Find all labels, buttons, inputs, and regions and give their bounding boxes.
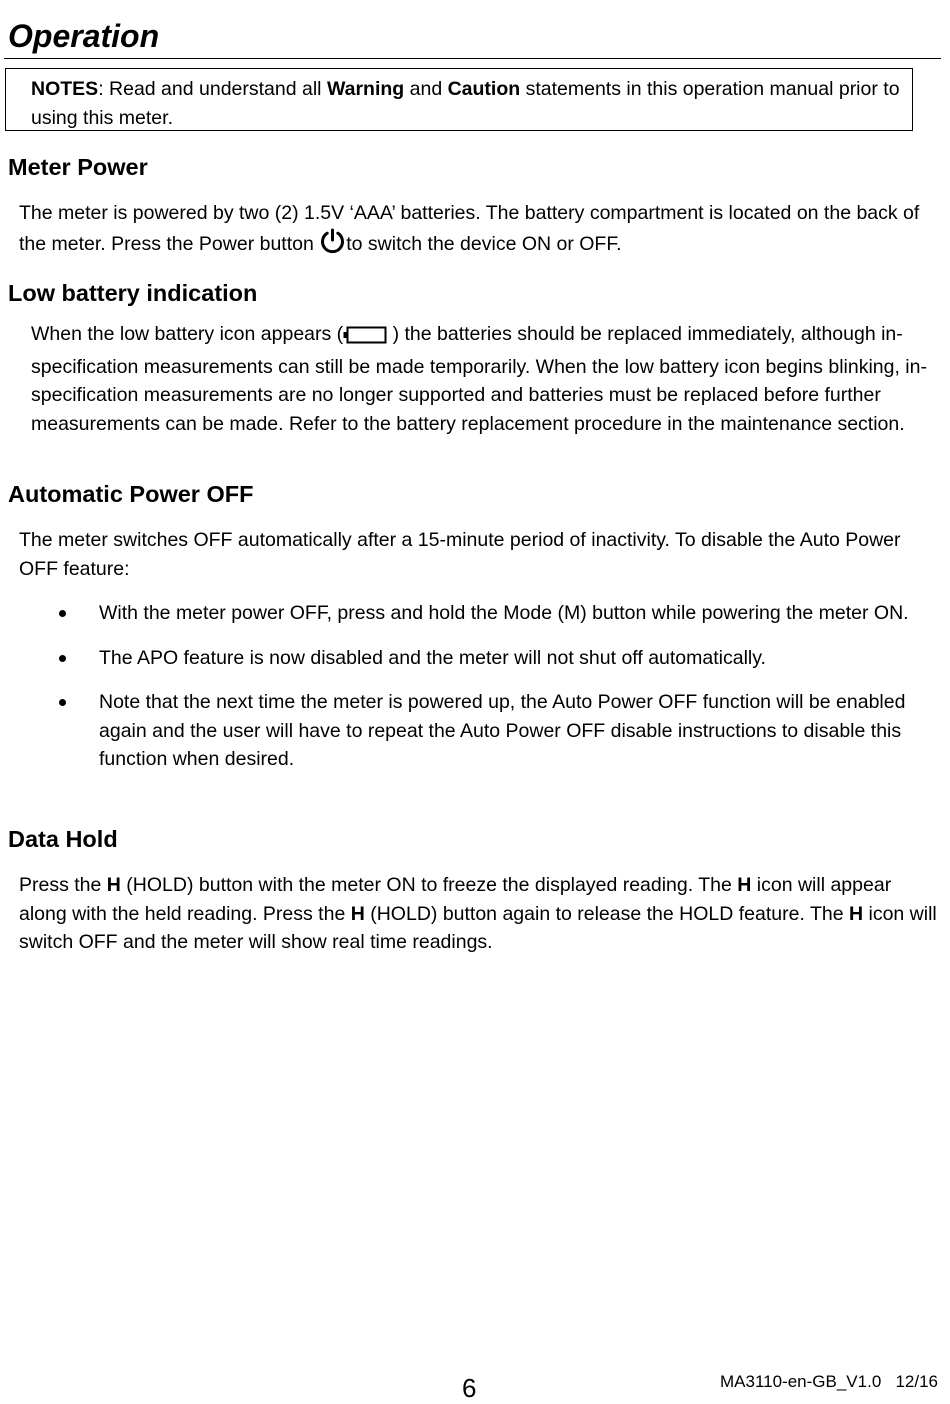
notes-caution: Caution xyxy=(447,78,521,100)
low-battery-heading: Low battery indication xyxy=(8,280,258,306)
auto-power-off-heading: Automatic Power OFF xyxy=(8,481,254,507)
battery-icon xyxy=(343,324,387,353)
list-item: Note that the next time the meter is powered up, the Auto Power OFF function will be enabled again and the user will have to repeat the Auto Power OFF disable instructions to disable this function when desired. xyxy=(0,688,929,774)
list-item: The APO feature is now disabled and the meter will not shut off automatically. xyxy=(0,644,929,673)
page-title: Operation xyxy=(8,18,160,54)
auto-power-off-intro: The meter switches OFF automatically after a 15-minute period of inactivity. To disable the Auto Power OFF feature: xyxy=(19,529,901,580)
data-hold-heading: Data Hold xyxy=(8,826,118,852)
low-battery-text-2: ) the batteries should be replaced immediately, although in-specification measurements can still be made temporarily. When the low battery icon begins blinking, in-specification measurements are no longer supported and batteries must be replaced before further measurements can be made. Refer to the battery replacement procedure in the maintenance section. xyxy=(31,323,927,435)
meter-power-paragraph xyxy=(19,199,939,262)
hold-key-label: H xyxy=(106,874,121,896)
meter-power-heading: Meter Power xyxy=(8,154,148,180)
low-battery-text-1: When the low battery icon appears ( xyxy=(31,323,344,345)
hold-key-label: H xyxy=(350,902,365,925)
power-icon xyxy=(319,228,346,263)
meter-power-text-2: to switch the device ON or OFF. xyxy=(346,232,622,255)
hold-key-label: H xyxy=(848,902,864,925)
document-id: MA3110-en-GB_V1.0 12/16 xyxy=(720,1372,938,1391)
list-item: With the meter power OFF, press and hold the Mode (M) button while powering the meter ON. xyxy=(0,599,929,628)
notes-label: NOTES xyxy=(31,78,99,100)
notes-text-2: and xyxy=(404,78,448,100)
page-number: 6 xyxy=(462,1373,477,1403)
notes-text-1: : Read and understand all xyxy=(98,78,327,100)
bullet-icon xyxy=(59,655,66,662)
meter-power-text-1: The meter is powered by two (2) 1.5V ‘AAA’ batteries. The battery compartment is located on the back of the meter. Press the Power button xyxy=(19,202,920,255)
data-hold-paragraph: Press the H (HOLD) button with the meter ON to freeze the displayed reading. The H icon will appear along with the held reading. Press the H (HOLD) button again to release the HOLD feature. The H icon will switch OFF and the meter will show real time readings. xyxy=(19,874,937,953)
notes-warning: Warning xyxy=(326,78,405,100)
auto-power-off-steps xyxy=(0,599,929,774)
bullet-icon xyxy=(59,699,66,706)
notes-text-3: statements in this operation manual prior to using this meter. xyxy=(31,78,900,129)
bullet-icon xyxy=(59,610,66,617)
notes-box xyxy=(5,68,913,131)
hold-key-label: H xyxy=(737,874,752,896)
low-battery-paragraph xyxy=(31,320,936,438)
title-divider xyxy=(4,58,941,59)
